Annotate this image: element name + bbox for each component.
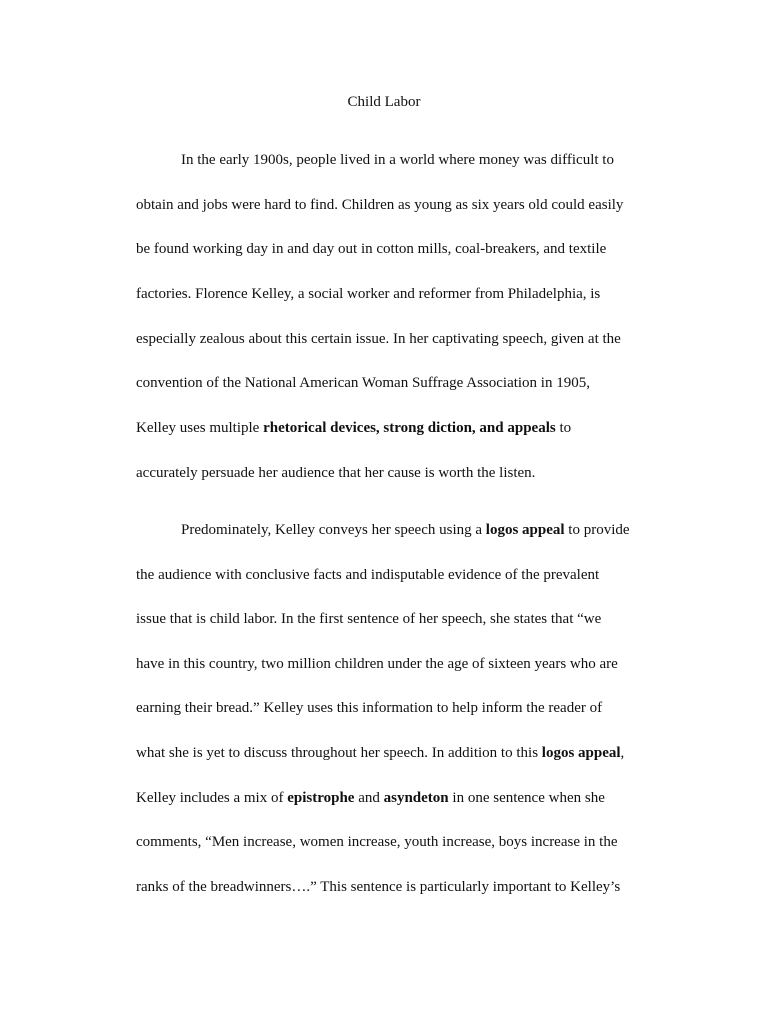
text-run: to: [555, 420, 572, 436]
paragraph-2-line-8: comments, “Men increase, women increase, youth increase, boys increase in the: [136, 834, 618, 850]
text-run: Kelley uses multiple: [136, 420, 264, 436]
paragraph-2-line-7: [136, 788, 605, 808]
paragraph-2-line-1: [181, 520, 630, 540]
paragraph-1-line-4: factories. Florence Kelley, a social worker and reformer from Philadelphia, is: [136, 286, 601, 302]
paragraph-1-line-6: convention of the National American Woman Suffrage Association in 1905,: [136, 375, 590, 391]
bold-phrase: asyndeton: [383, 790, 449, 806]
document-title: Child Labor: [347, 94, 421, 110]
paragraph-2-line-5: earning their bread.” Kelley uses this information to help inform the reader of: [136, 700, 603, 716]
paragraph-2-line-2: the audience with conclusive facts and indisputable evidence of the prevalent: [136, 567, 600, 583]
bold-phrase: epistrophe: [287, 790, 355, 806]
paragraph-2-line-6: [136, 743, 624, 763]
text-run: and: [354, 790, 384, 806]
paragraph-1-line-7: [136, 418, 571, 438]
paragraph-1-line-2: obtain and jobs were hard to find. Children as young as six years old could easily: [136, 197, 624, 213]
paragraph-2-line-9: ranks of the breadwinners….” This sentence is particularly important to Kelley’s: [136, 879, 621, 895]
bold-phrase: rhetorical devices, strong diction, and appeals: [263, 420, 556, 436]
paragraph-2-line-4: have in this country, two million children under the age of sixteen years who are: [136, 656, 618, 672]
text-run: what she is yet to discuss throughout her speech. In addition to this: [136, 745, 542, 761]
text-run: Predominately, Kelley conveys her speech using a: [181, 522, 486, 538]
paragraph-1-line-8: accurately persuade her audience that her cause is worth the listen.: [136, 465, 536, 481]
text-run: ,: [620, 745, 625, 761]
bold-phrase: logos appeal: [485, 522, 565, 538]
paragraph-2-line-3: issue that is child labor. In the first sentence of her speech, she states that “we: [136, 611, 602, 627]
paragraph-1-line-3: be found working day in and day out in cotton mills, coal-breakers, and textile: [136, 241, 607, 257]
text-run: in one sentence when she: [448, 790, 605, 806]
paragraph-1-line-5: especially zealous about this certain issue. In her captivating speech, given at the: [136, 331, 621, 347]
text-run: Kelley includes a mix of: [136, 790, 288, 806]
bold-phrase: logos appeal: [541, 745, 621, 761]
text-run: to provide: [564, 522, 630, 538]
paragraph-1-line-1: In the early 1900s, people lived in a world where money was difficult to: [181, 152, 614, 168]
